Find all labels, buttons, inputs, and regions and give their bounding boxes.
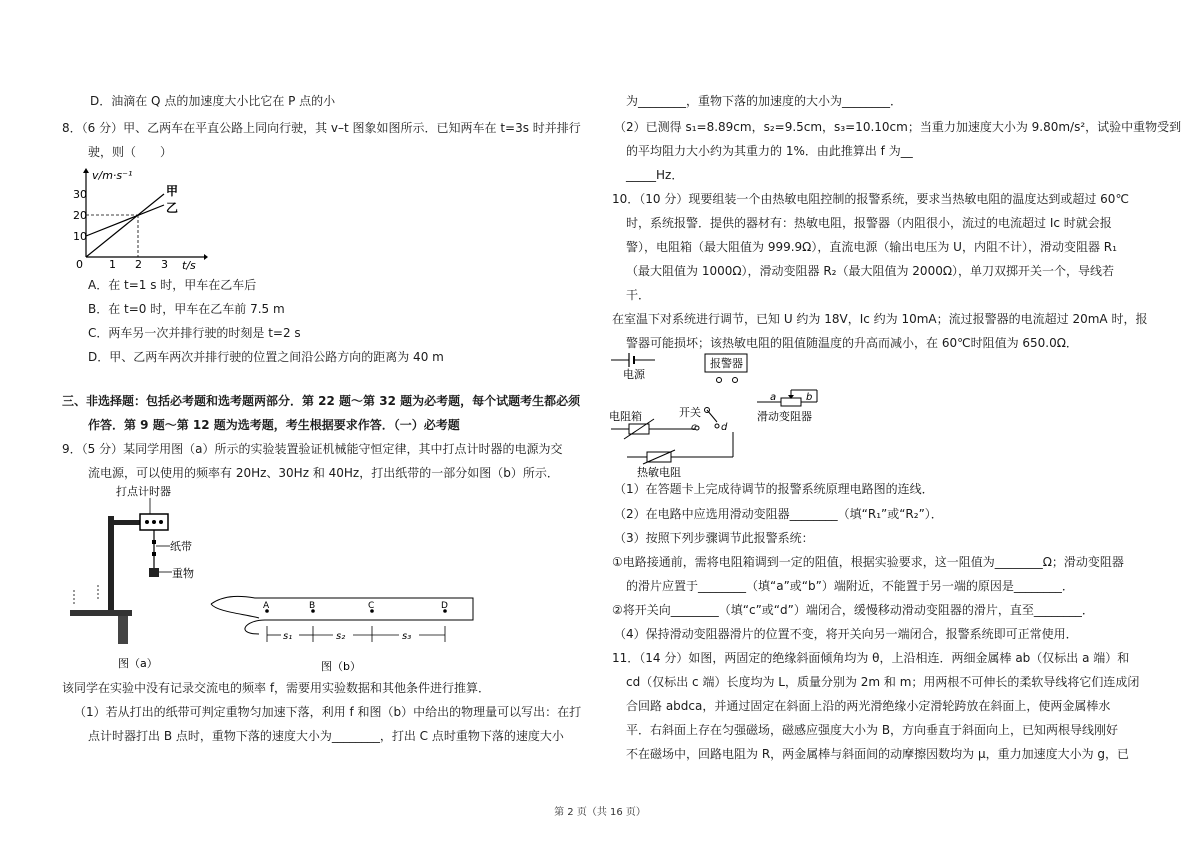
table-top (70, 610, 132, 616)
q10-step2: ②将开关向________（填“c”或“d”）端闭合，缓慢移动滑动变阻器的滑片，直至________． (612, 603, 1094, 617)
q10-sub1: （1）在答题卡上完成待调节的报警系统原理电路图的连线． (614, 482, 934, 496)
q9-sub2-line2: 的平均阻力大小约为其重力的 1%．由此推算出 f 为__ (626, 144, 913, 158)
terminal-c: c (691, 422, 697, 433)
point-b-label: B (309, 601, 316, 611)
q8-option-b: B．在 t=0 时，甲车在乙车前 7.5 m (88, 302, 285, 316)
figure-b-caption: 图（b） (321, 660, 361, 672)
q10-sub3: （3）按照下列步骤调节此报警系统： (614, 531, 814, 545)
xtick-1: 1 (109, 258, 116, 271)
segment-s3: s₃ (402, 631, 412, 642)
q8-option-d: D．甲、乙两车两次并排行驶的位置之间沿公路方向的距离为 40 m (88, 350, 444, 364)
xtick-3: 3 (161, 258, 168, 271)
timer-label: 打点计时器 (116, 485, 171, 498)
stand-arm (114, 520, 140, 525)
q10-stem-line1: 10．（10 分）现要组装一个由热敏电阻控制的报警系统，要求当热敏电阻的温度达到或超过 60℃ (612, 192, 1129, 206)
terminal-b: b (806, 392, 813, 403)
table-leg (118, 616, 128, 644)
q9-stem-line2: 流电源，可以使用的频率有 20Hz、30Hz 和 40Hz，打出纸带的一部分如图（b）所示． (88, 466, 559, 480)
point-d-label: D (441, 601, 448, 611)
weight-block (149, 568, 159, 577)
q10-stem-line7: 警器可能损坏；该热敏电阻的阻值随温度的升高而减小，在 60℃时阻值为 650.0Ω． (626, 336, 1078, 350)
q11-stem-line2: cd（仅标出 c 端）长度均为 L，质量分别为 2m 和 m；用两根不可伸长的柔软导线将它们连成闭 (626, 675, 1140, 689)
label-jia: 甲 (166, 184, 179, 198)
q10-stem-line3: 警），电阻箱（最大阻值为 999.9Ω），直流电源（输出电压为 U，内阻不计），滑动变阻器 R₁ (626, 240, 1117, 254)
ytick-20: 20 (73, 209, 87, 222)
q8-option-c: C．两车另一次并排行驶的时刻是 t=2 s (88, 326, 301, 340)
q9-sub2-line1: （2）已测得 s₁=8.89cm，s₂=9.5cm，s₃=10.10cm；当重力加速度大小为 9.80m/s²，试验中重物受到 (614, 120, 1182, 134)
graph-ylabel: v/m·s⁻¹ (92, 169, 133, 182)
q10-circuit-diagram (607, 350, 832, 480)
point-a-label: A (263, 601, 270, 611)
figure-a-caption: 图（a） (118, 657, 158, 670)
segment-s2: s₂ (336, 631, 346, 642)
q11-stem-line1: 11．（14 分）如图，两固定的绝缘斜面倾角均为 θ，上沿相连．两细金属棒 ab（仅标出 a 端）和 (612, 651, 1130, 665)
q10-stem-line5: 干． (626, 288, 651, 302)
line-yi (86, 205, 164, 236)
q9-stem-line3: 该同学在实验中没有记录交流电的频率 f，需要用实验数据和其他条件进行推算． (62, 681, 491, 695)
stand-pole (108, 516, 114, 616)
power-label: 电源 (623, 368, 645, 381)
ytick-10: 10 (73, 230, 87, 243)
q8-option-a: A．在 t=1 s 时，甲车在乙车后 (88, 278, 257, 292)
label-yi: 乙 (166, 201, 179, 215)
q9-sub1-line3: 为________，重物下落的加速度的大小为________． (626, 94, 903, 108)
rheostat-body (781, 398, 801, 406)
q10-sub2: （2）在电路中应选用滑动变阻器________（填“R₁”或“R₂”）． (614, 507, 943, 521)
q10-step1-line1: ①电路接通前，需将电阻箱调到一定的阻值，根据实验要求，这一阻值为________Ω；滑动变阻器 (612, 555, 1124, 569)
graph-origin: 0 (76, 258, 83, 271)
segment-s1: s₁ (283, 631, 293, 642)
q10-stem-line4: （最大阻值为 1000Ω），滑动变阻器 R₂（最大阻值为 2000Ω），单刀双掷开关一个，导线若 (626, 264, 1115, 278)
rheostat-label: 滑动变阻器 (757, 410, 812, 423)
q10-sub4: （4）保持滑动变阻器滑片的位置不变，将开关向另一端闭合，报警系统即可正常使用． (614, 627, 1078, 641)
q7-option-d: D．油滴在 Q 点的加速度大小比它在 P 点的小 (90, 94, 336, 108)
alarm-label: 报警器 (710, 357, 743, 370)
ytick-30: 30 (73, 188, 87, 201)
q9-sub1-line1: （1）若从打出的纸带可判定重物匀加速下落，利用 f 和图（b）中给出的物理量可以写出：在打 (74, 705, 582, 719)
q9-sub2-line3: _____Hz． (626, 168, 684, 182)
switch-label: 开关 (679, 406, 701, 419)
q11-stem-line5: 不在磁场中，回路电阻为 R，两金属棒与斜面间的动摩擦因数均为 μ，重力加速度大小为 g，已 (626, 747, 1130, 761)
terminal-a: a (770, 392, 777, 403)
section3-heading-line1: 三、非选择题：包括必考题和选考题两部分．第 22 题～第 32 题为必考题，每个试题考生都必须 (62, 394, 581, 408)
q10-stem-line6: 在室温下对系统进行调节，已知 U 约为 18V，Ic 约为 10mA；流过报警器的电流超过 20mA 时，报 (612, 312, 1148, 326)
q9-sub1-line2: 点计时器打出 B 点时，重物下落的速度大小为________，打出 C 点时重物下落的速度大小 (88, 729, 564, 743)
q10-step1-line2: 的滑片应置于________（填“a”或“b”）端附近，不能置于另一端的原因是________． (626, 579, 1074, 593)
weight-label: 重物 (172, 567, 194, 580)
q8-stem-line2: 驶，则（ ） (88, 145, 173, 159)
section3-heading-line2: 作答．第 9 题～第 12 题为选考题，考生根据要求作答．（一）必考题 (88, 418, 460, 432)
xtick-2: 2 (135, 258, 142, 271)
tape-label: 纸带 (170, 540, 192, 553)
q9-stem-line1: 9．（5 分）某同学用图（a）所示的实验装置验证机械能守恒定律，其中打点计时器的电源为交 (62, 442, 563, 456)
graph-xlabel: t/s (182, 259, 196, 271)
q11-stem-line3: 合回路 abdca，并通过固定在斜面上沿的两光滑绝缘小定滑轮跨放在斜面上，使两金属棒水 (626, 699, 1111, 713)
q8-stem-line1: 8．（6 分）甲、乙两车在平直公路上同向行驶，其 v–t 图象如图所示．已知两车在 t=3s 时并排行 (62, 121, 581, 135)
resistance-box-label: 电阻箱 (609, 410, 642, 423)
point-c-label: C (368, 601, 375, 611)
q9-figure-a (70, 482, 220, 672)
page-footer: 第 2 页（共 16 页） (554, 807, 646, 818)
line-jia (86, 194, 164, 257)
terminal-d: d (721, 422, 728, 433)
q9-figure-b (205, 590, 480, 672)
q8-vt-graph (72, 165, 208, 271)
thermistor-label: 热敏电阻 (637, 466, 681, 479)
q11-stem-line4: 平．右斜面上存在匀强磁场，磁感应强度大小为 B，方向垂直于斜面向上，已知两根导线刚好 (626, 723, 1119, 737)
switch-blade (707, 410, 717, 422)
q10-stem-line2: 时，系统报警．提供的器材有：热敏电阻，报警器（内阻很小，流过的电流超过 Ic 时就会报 (626, 216, 1112, 230)
